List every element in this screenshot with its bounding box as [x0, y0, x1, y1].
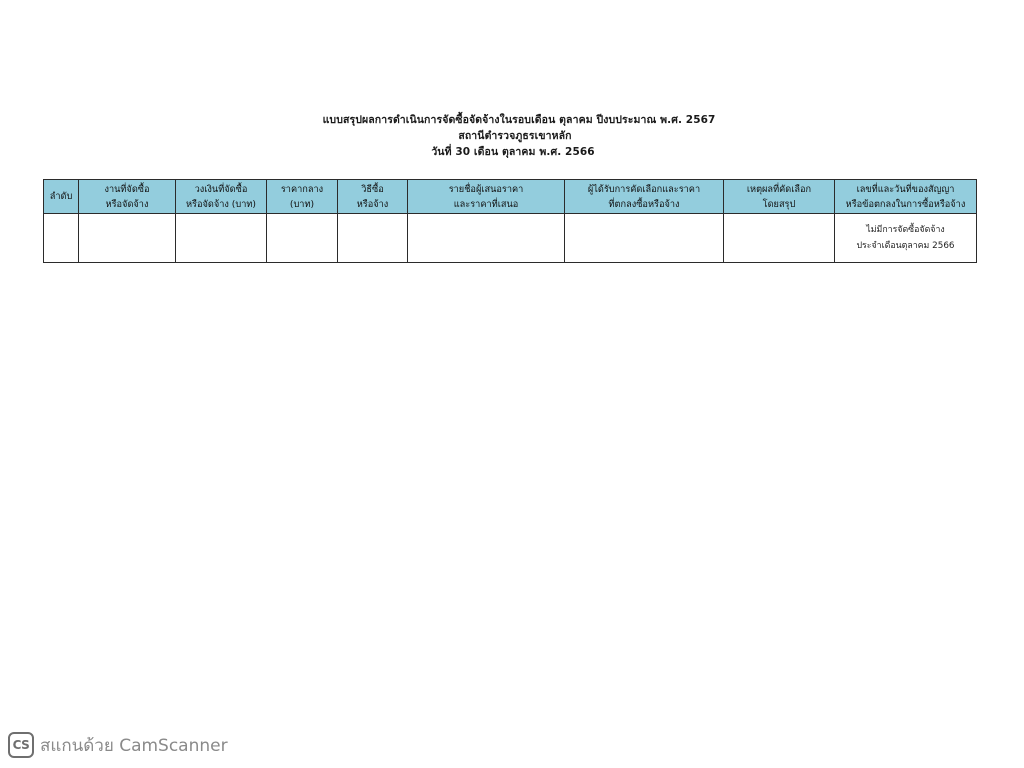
cell-method [338, 214, 408, 263]
procurement-summary-table [43, 179, 977, 263]
col-header-selected-vendor: ผู้ได้รับการคัดเลือกและราคา ที่ตกลงซื้อหรือจ้าง [565, 180, 724, 214]
no-procurement-note: ไม่มีการจัดซื้อจัดจ้าง [866, 225, 945, 235]
col-header-bidders: รายชื่อผู้เสนอราคา และราคาที่เสนอ [408, 180, 565, 214]
cell-bidders [408, 214, 565, 263]
cell-contract-number [835, 214, 977, 263]
document-header [0, 112, 1024, 160]
col-header-median-price: ราคากลาง (บาท) [267, 180, 338, 214]
no-procurement-month: ประจำเดือนตุลาคม 2566 [856, 241, 955, 251]
camscanner-logo-icon: CS [8, 732, 34, 758]
col-header-selection-reason: เหตุผลที่คัดเลือก โดยสรุป [724, 180, 835, 214]
cell-budget [176, 214, 267, 263]
col-header-sequence: ลำดับ [44, 180, 79, 214]
col-header-method: วิธีซื้อ หรือจ้าง [338, 180, 408, 214]
watermark-text: สแกนด้วย CamScanner [40, 735, 228, 756]
cell-median-price [267, 214, 338, 263]
report-date: วันที่ 30 เดือน ตุลาคม พ.ศ. 2566 [431, 146, 595, 158]
station-name: สถานีตำรวจภูธรเขาหลัก [458, 130, 572, 142]
cell-procurement-item [79, 214, 176, 263]
table-header-row [44, 180, 977, 214]
cell-sequence [44, 214, 79, 263]
cell-selected-vendor [565, 214, 724, 263]
camscanner-watermark [8, 731, 228, 759]
col-header-contract-number: เลขที่และวันที่ของสัญญา หรือข้อตกลงในการซื้อหรือจ้าง [835, 180, 977, 214]
col-header-procurement-item: งานที่จัดซื้อ หรือจัดจ้าง [79, 180, 176, 214]
cell-selection-reason [724, 214, 835, 263]
col-header-budget: วงเงินที่จัดซื้อ หรือจัดจ้าง (บาท) [176, 180, 267, 214]
table-row [44, 214, 977, 263]
report-title: แบบสรุปผลการดำเนินการจัดซื้อจัดจ้างในรอบเดือน ตุลาคม ปีงบประมาณ พ.ศ. 2567 [322, 114, 716, 126]
